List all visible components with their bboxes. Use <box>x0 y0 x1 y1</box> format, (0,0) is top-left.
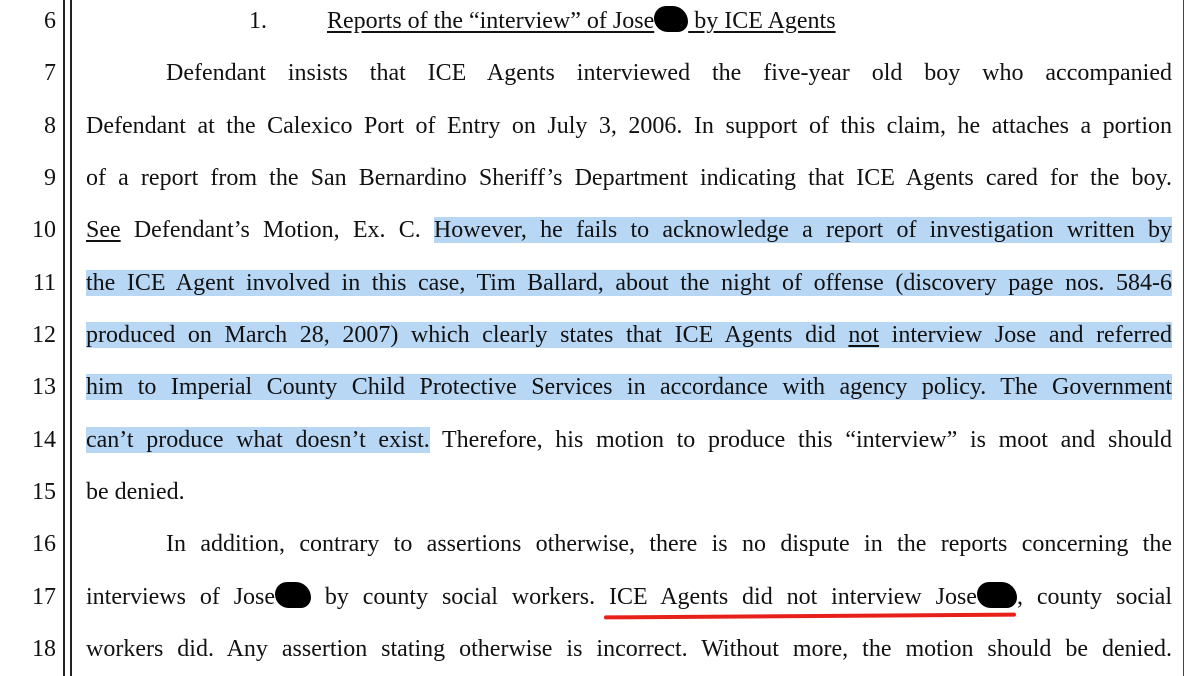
text-line: In addition, contrary to assertions otherwise, there is no dispute in the reports concerning the <box>166 531 1172 557</box>
line-number: 10 <box>32 217 56 243</box>
line-number: 14 <box>32 427 56 453</box>
line-number: 17 <box>32 584 56 610</box>
line-number: 12 <box>32 322 56 348</box>
line-number: 11 <box>32 270 56 296</box>
line-number: 8 <box>44 113 56 139</box>
line-number: 6 <box>44 8 56 34</box>
text-line: Defendant at the Calexico Port of Entry on July 3, 2006. In support of this claim, he attaches a portion <box>86 113 1172 139</box>
text-line: of a report from the San Bernardino Sheriff’s Department indicating that ICE Agents cared for the boy. <box>86 165 1172 191</box>
text-line: can’t produce what doesn’t exist. Therefore, his motion to produce this “interview” is moot and should <box>86 427 1172 453</box>
highlighted-text: produced on March 28, 2007) which clearly states that ICE Agents did not interview Jose and referred <box>86 322 1172 348</box>
margin-rule-right <box>1183 0 1184 676</box>
highlighted-text: him to Imperial County Child Protective Services in accordance with agency policy. The Government <box>86 374 1172 400</box>
redaction-mark <box>977 582 1017 608</box>
text-line: See Defendant’s Motion, Ex. C. However, he fails to acknowledge a report of investigation written by <box>86 217 1172 243</box>
text-line <box>86 268 1172 298</box>
text-line: workers did. Any assertion stating otherwise is incorrect. Without more, the motion should be denied. <box>86 636 1172 662</box>
line-number: 13 <box>32 374 56 400</box>
red-annotation-underline <box>604 613 1016 620</box>
see-citation: See <box>86 217 121 243</box>
redaction-mark <box>275 582 311 608</box>
underlined-not: not <box>848 322 880 348</box>
text-line: Defendant insists that ICE Agents interviewed the five-year old boy who accompanied <box>166 60 1172 86</box>
highlighted-text: can’t produce what doesn’t exist. <box>86 427 430 453</box>
margin-rule-left-inner <box>70 0 72 676</box>
line-number: 7 <box>44 60 56 86</box>
line-number: 9 <box>44 165 56 191</box>
line-number: 18 <box>32 636 56 662</box>
redaction-mark <box>654 6 688 32</box>
heading-number: 1. <box>249 8 267 34</box>
highlighted-text: the ICE Agent involved in this case, Tim Ballard, about the night of offense (discovery page nos. 584-6 <box>86 270 1172 296</box>
text-line: be denied. <box>86 479 185 505</box>
line-number: 16 <box>32 531 56 557</box>
text-line: interviews of Jose by county social workers. ICE Agents did not interview Jose , county social <box>86 584 1172 610</box>
annotated-sentence: ICE Agents did not interview Jose <box>608 584 977 610</box>
line-number: 15 <box>32 479 56 505</box>
text-line <box>86 320 1172 350</box>
highlighted-text: However, he fails to acknowledge a report of investigation written by <box>433 217 1172 243</box>
margin-rule-left-outer <box>63 0 65 676</box>
heading-text: Reports of the “interview” of Jose by ICE Agents <box>327 8 836 34</box>
section-heading <box>86 6 1172 36</box>
text-line <box>86 372 1172 402</box>
